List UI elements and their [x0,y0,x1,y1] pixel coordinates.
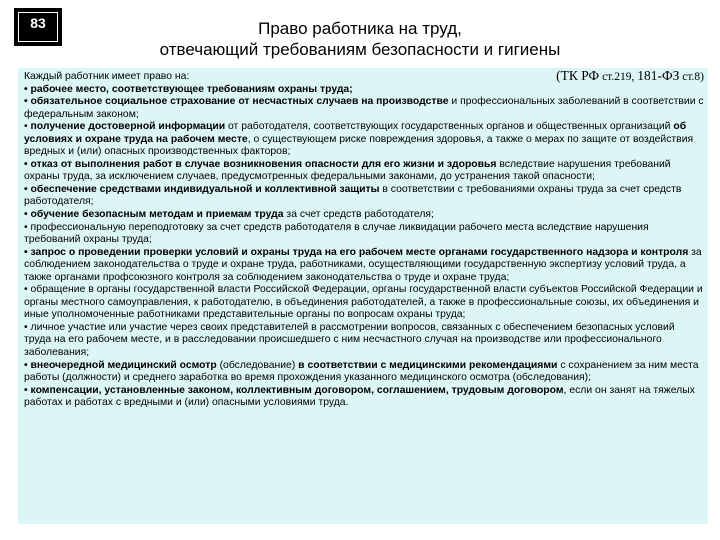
law-ref-part2: ст.219, [599,71,638,83]
list-item-text: (обследование) [216,359,299,371]
list-item-text: с сохранением за ним места работы (должности) и среднего заработка во время прохождения указанного медицинского осмотра (обследования); [24,359,699,384]
list-item-text: • профессиональную переподготовку за счет средств работодателя в случае ликвидации рабочего места вследствие нарушения требований охраны труда; [24,221,649,246]
list-item [24,385,704,410]
list-item-text: • отказ от выполнения работ в случае возникновения опасности для его жизни и здоровья [24,158,497,170]
slide-number: 83 [18,12,58,42]
law-reference [556,68,704,85]
list-item-text: за соблюдением законодательства о труде и охране труда, работниками, осуществляющими государственную экспертизу условий труда, а также органами профсоюзного контроля за соблюдением законодательства о труде и охране труда; [24,246,702,283]
list-item [24,360,704,385]
list-item-text: • внеочередной медицинский осмотр [24,359,217,371]
list-item-text: от работодателя, соответствующих государственных органов и общественных организаций [225,121,674,133]
rights-list [24,84,704,410]
content-panel [18,68,708,524]
list-item [24,284,704,322]
list-item-text: в соответствии с медицинскими рекомендациями [298,359,558,371]
title-line-1: Право работника на труд, [258,19,462,38]
list-item-text: за счет средств работодателя; [283,209,434,221]
list-item [24,247,704,285]
list-item-text: вследствие нарушения требований охраны труда, за исключением случаев, предусмотренных федеральными законами, до устранения такой опасности; [24,158,671,183]
list-item-text: и профессиональных заболеваний в соответствии с федеральным законом; [24,96,704,120]
list-item-text: • обязательное социальное страхование от несчастных случаев на производстве [24,96,449,108]
list-item-text: • компенсации, установленные законом, коллективным договором, соглашением, трудовым договором [24,384,564,396]
list-item [24,159,704,184]
list-item [24,209,704,222]
list-item-text: • обеспечение средствами индивидуальной и коллективной защиты [24,183,380,195]
list-item-text: • рабочее место, соответствующее требованиям охраны труда; [24,83,353,95]
list-item-text: в соответствии с требованиями охраны труда за счет средств работодателя; [24,183,682,208]
law-ref-part3: 181-ФЗ [637,68,680,83]
list-item-text: об условиях и охране труда на рабочем месте [24,121,687,145]
list-item [24,84,704,97]
list-item [24,322,704,360]
intro-text: Каждый работник имеет право на: [24,71,190,82]
list-item [24,121,704,159]
list-item-text: • обучение безопасным методам и приемам труда [24,209,284,221]
list-item-text: получение достоверной информации [30,121,226,133]
list-item [24,184,704,209]
law-ref-part1: (ТК РФ [556,68,600,83]
list-item [24,222,704,247]
title-line-2: отвечающий требованиям безопасности и гигиены [159,40,561,59]
law-ref-part4: ст.8) [679,71,704,83]
list-item [24,96,704,121]
slide-number-badge [14,8,62,46]
list-item-text: • обращение в органы государственной власти Российской Федерации, органы государственной власти субъектов Российской Федерации и органы местного самоуправления, к работодателю, в объединения работодателей, а также в профессиональные союзы, их объединения и иные уполномоченные работниками представительные органы по вопросам охраны труда; [24,284,703,321]
list-item-text: , если он занят на тяжелых работах и работах с вредными и (или) опасными условиями труда. [24,384,695,409]
list-item-text: • [24,121,31,133]
list-item-text: • запрос о проведении проверки условий и охраны труда на его рабочем месте органами государственного надзора и контроля [24,246,689,258]
list-item-text: • личное участие или участие через своих представителей в рассмотрении вопросов, связанных с обеспечением безопасных условий труда на его рабочем месте, и в расследовании происшедшего с ним несчастного случая на производстве или профессионального заболевания; [24,321,675,359]
page-title [90,18,630,60]
list-item-text: , о существующем риске повреждения здоровья, а также о мерах по защите от воздействия вредных и (или) опасных производственных факторов; [24,133,694,158]
